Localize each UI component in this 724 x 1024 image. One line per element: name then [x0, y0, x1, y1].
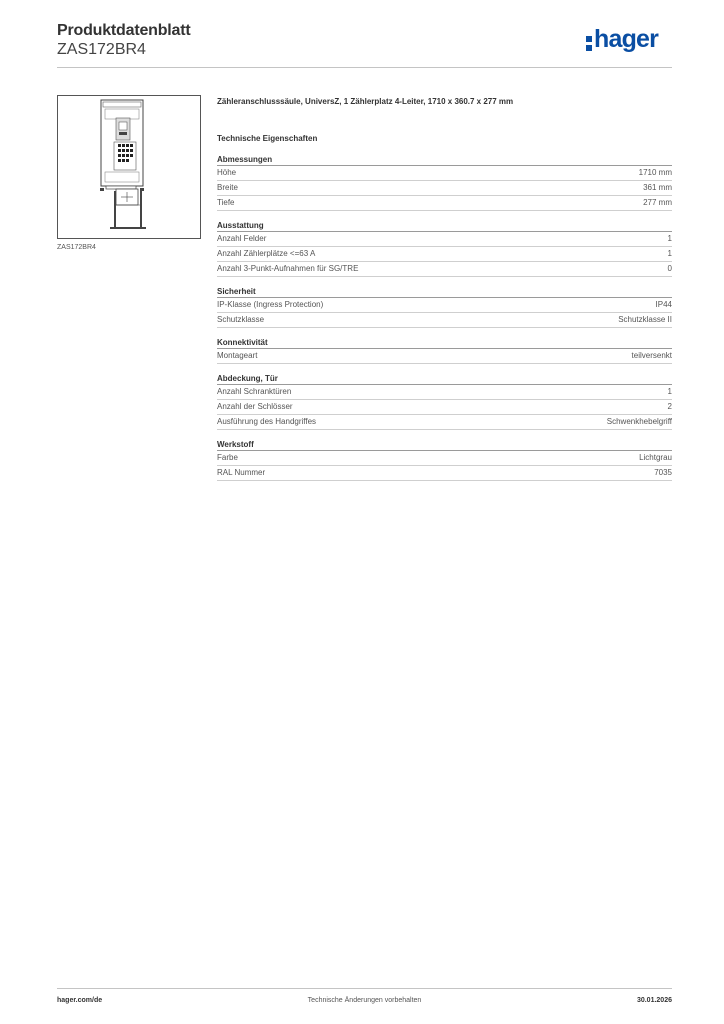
spec-group-ausstattung [217, 220, 672, 277]
footer-website-link[interactable]: hager.com/de [57, 997, 103, 1004]
spec-label: Farbe [217, 453, 238, 462]
spec-row [217, 349, 672, 364]
product-image [57, 95, 201, 239]
spec-value: 1 [667, 387, 672, 396]
spec-row [217, 181, 672, 196]
footer-divider [57, 988, 672, 989]
spec-label: Anzahl Schranktüren [217, 387, 292, 396]
spec-label: Ausführung des Handgriffes [217, 417, 317, 426]
spec-row [217, 400, 672, 415]
page-header [57, 20, 672, 70]
spec-row [217, 232, 672, 247]
product-code: ZAS172BR4 [57, 41, 146, 58]
spec-label: Anzahl 3-Punkt-Aufnahmen für SG/TRE [217, 264, 359, 273]
spec-row [217, 247, 672, 262]
spec-label: RAL Nummer [217, 468, 266, 477]
spec-row [217, 313, 672, 328]
spec-group-title: Abdeckung, Tür [217, 373, 672, 385]
footer-date: 30.01.2026 [636, 997, 672, 1004]
spec-row [217, 298, 672, 313]
spec-label: Anzahl Zählerplätze <=63 A [217, 249, 316, 258]
spec-value: 2 [667, 402, 672, 411]
spec-group-abdeckung-tuer [217, 373, 672, 430]
spec-value: teilversenkt [631, 351, 672, 360]
spec-group-konnektivitaet [217, 337, 672, 364]
logo-mark-icon [586, 36, 593, 54]
hager-logo [586, 25, 672, 54]
spec-row [217, 166, 672, 181]
image-caption: ZAS172BR4 [57, 244, 96, 251]
footer-note: Technische Änderungen vorbehalten [307, 997, 422, 1004]
spec-group-title: Werkstoff [217, 439, 672, 451]
spec-row [217, 451, 672, 466]
spec-group-title: Abmessungen [217, 154, 672, 166]
spec-value: 7035 [654, 468, 672, 477]
spec-group-sicherheit [217, 286, 672, 328]
spec-value: Schutzklasse II [618, 315, 672, 324]
header-divider [57, 67, 672, 68]
spec-value: Lichtgrau [639, 453, 672, 462]
spec-label: Anzahl Felder [217, 234, 267, 243]
spec-row [217, 415, 672, 430]
spec-label: Höhe [217, 168, 237, 177]
spec-content [217, 95, 672, 481]
spec-row [217, 262, 672, 277]
spec-group-abmessungen [217, 154, 672, 211]
spec-value: IP44 [655, 300, 672, 309]
spec-value: 1 [667, 234, 672, 243]
page-footer [57, 997, 672, 1009]
spec-group-title: Konnektivität [217, 337, 672, 349]
spec-row [217, 466, 672, 481]
spec-row [217, 196, 672, 211]
document-title: Produktdatenblatt [57, 22, 191, 39]
spec-value: 1 [667, 249, 672, 258]
spec-group-title: Sicherheit [217, 286, 672, 298]
logo-text: hager [594, 25, 659, 53]
spec-value: 277 mm [643, 198, 672, 207]
spec-value: 0 [667, 264, 672, 273]
spec-label: IP-Klasse (Ingress Protection) [217, 300, 324, 309]
spec-label: Montageart [217, 351, 258, 360]
spec-group-title: Ausstattung [217, 220, 672, 232]
spec-group-werkstoff [217, 439, 672, 481]
spec-value: 361 mm [643, 183, 672, 192]
spec-value: Schwenkhebelgriff [606, 417, 672, 426]
specs-section-title: Technische Eigenschaften [217, 134, 318, 143]
meter-column-illustration-icon [58, 96, 200, 238]
spec-label: Schutzklasse [217, 315, 265, 324]
spec-label: Anzahl der Schlösser [217, 402, 293, 411]
spec-value: 1710 mm [638, 168, 672, 177]
spec-label: Breite [217, 183, 238, 192]
product-description: Zähleranschlusssäule, UniversZ, 1 Zählerplatz 4-Leiter, 1710 x 360.7 x 277 mm [217, 97, 514, 106]
spec-label: Tiefe [217, 198, 235, 207]
spec-row [217, 385, 672, 400]
